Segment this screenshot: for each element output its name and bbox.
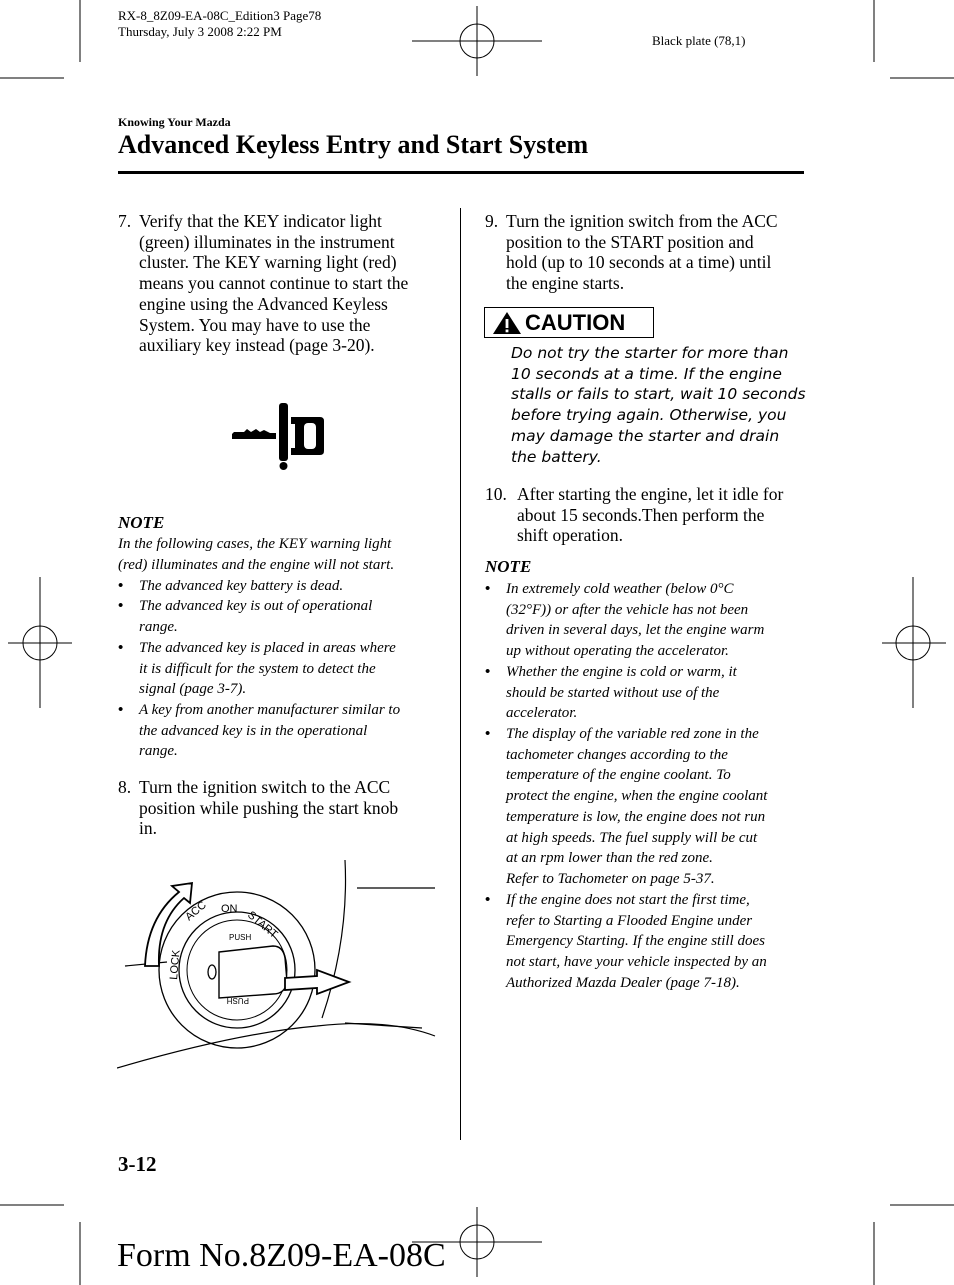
note-heading-right: NOTE	[485, 557, 532, 576]
step-text-line: shift operation.	[517, 525, 623, 546]
bullet-line: range.	[139, 618, 178, 635]
bullet-line: range.	[139, 743, 178, 760]
bullet-line: If the engine does not start the first time,	[506, 892, 750, 908]
switch-label-acc: ACC	[183, 899, 209, 924]
switch-label-push-top: PUSH	[229, 933, 252, 942]
note-bullet	[485, 724, 805, 891]
note-bullet	[118, 700, 438, 763]
bullet-line: at high speeds. The fuel supply will be cut	[506, 829, 758, 846]
note-intro-line: (red) illuminates and the engine will not start.	[118, 556, 395, 573]
bullet-line: temperature of the engine coolant. To	[506, 767, 731, 784]
page-number: 3-12	[118, 1152, 157, 1176]
bullet-line: The advanced key battery is dead.	[139, 578, 344, 594]
step-text-line: about 15 seconds.Then perform the	[517, 504, 765, 525]
note-heading-left: NOTE	[118, 513, 165, 532]
note-bullet	[118, 596, 438, 638]
print-info-date: Thursday, July 3 2008 2:22 PM	[118, 24, 282, 39]
note-bullet	[118, 638, 438, 701]
step-text-line: means you cannot continue to start the	[139, 273, 409, 294]
bullet-line: refer to Starting a Flooded Engine under	[506, 912, 753, 929]
caution-line: 10 seconds at a time. If the engine	[511, 364, 782, 383]
caution-line: may damage the starter and drain	[511, 426, 780, 445]
caution-line: the battery.	[511, 447, 602, 466]
switch-label-lock: LOCK	[168, 949, 183, 981]
bullet-line: signal (page 3-7).	[139, 681, 247, 698]
bullet-line: temperature is low, the engine does not run	[506, 808, 766, 825]
step-number: 7.	[118, 211, 132, 231]
bullet-dot-icon: •	[118, 640, 124, 656]
step-text-line: engine using the Advanced Keyless	[139, 293, 388, 314]
title-rule	[118, 171, 804, 174]
note-bullet	[485, 662, 805, 725]
step-text-line: Verify that the KEY indicator light	[139, 211, 382, 231]
caution-line: Do not try the starter for more than	[511, 344, 789, 362]
plate-info: Black plate (78,1)	[652, 33, 746, 48]
print-info	[118, 8, 321, 40]
bullet-dot-icon: •	[118, 598, 124, 614]
step-text-line: (green) illuminates in the instrument	[139, 231, 395, 252]
bullet-dot-icon: •	[118, 702, 124, 718]
step-text-line: position while pushing the start knob	[139, 797, 399, 818]
bullet-dot-icon: •	[485, 726, 491, 742]
bullet-line: protect the engine, when the engine coolant	[506, 788, 768, 805]
registration-mark-left	[8, 577, 72, 708]
switch-label-start: START	[245, 909, 280, 941]
step-text-line: auxiliary key instead (page 3-20).	[139, 335, 375, 356]
bullet-line: it is difficult for the system to detect the	[139, 660, 376, 677]
bullet-line: Authorized Mazda Dealer (page 7-18).	[506, 974, 740, 991]
bullet-line: Refer to Tachometer on page 5-37.	[506, 870, 715, 887]
step-number: 10.	[485, 484, 507, 504]
warning-triangle-icon	[492, 311, 522, 335]
step-10	[485, 484, 805, 548]
bullet-line: A key from another manufacturer similar to	[139, 702, 401, 718]
step-text-line: After starting the engine, let it idle for	[517, 484, 784, 504]
caution-line: stalls or fails to start, wait 10 seconds	[511, 385, 806, 404]
note-intro-line: In the following cases, the KEY warning light	[118, 536, 392, 552]
step-number: 8.	[118, 777, 132, 797]
bullet-line: The advanced key is out of operational	[139, 598, 373, 614]
bullet-dot-icon: •	[485, 892, 491, 908]
step-text-line: Turn the ignition switch to the ACC	[139, 777, 391, 797]
bullet-line: The advanced key is placed in areas where	[139, 640, 396, 656]
key-indicator-icon	[230, 400, 330, 475]
bullet-line: should be started without use of the	[506, 684, 720, 701]
bullet-line: accelerator.	[506, 705, 578, 722]
note-bullet	[485, 890, 805, 995]
note-bullet	[485, 579, 805, 663]
page-title: Advanced Keyless Entry and Start System	[118, 130, 589, 159]
bullet-line: (32°F)) or after the vehicle has not been	[506, 601, 749, 618]
caution-line: before trying again. Otherwise, you	[511, 406, 787, 425]
registration-mark-top	[412, 6, 542, 76]
step-text-line: System. You may have to use the	[139, 314, 371, 335]
switch-label-push-bottom: PUSH	[226, 996, 249, 1005]
caution-label: CAUTION	[525, 310, 626, 335]
bullet-line: Emergency Starting. If the engine still does	[506, 933, 765, 950]
section-label: Knowing Your Mazda	[118, 115, 231, 129]
step-9	[485, 211, 805, 297]
bullet-line: Whether the engine is cold or warm, it	[506, 664, 737, 680]
caution-text	[511, 343, 806, 467]
column-divider	[460, 208, 461, 1140]
step-text-line: Turn the ignition switch from the ACC	[506, 211, 778, 231]
step-number: 9.	[485, 211, 499, 231]
registration-mark-right	[882, 577, 946, 708]
note-intro	[118, 534, 394, 575]
step-text-line: cluster. The KEY warning light (red)	[139, 252, 397, 273]
step-8	[118, 777, 438, 841]
bullet-line: In extremely cold weather (below 0°C	[506, 581, 734, 597]
step-7	[118, 211, 438, 361]
bullet-line: at an rpm lower than the red zone.	[506, 850, 713, 867]
bullet-dot-icon: •	[485, 581, 491, 597]
ignition-switch-illustration	[117, 858, 437, 1073]
step-text-line: position to the START position and	[506, 231, 754, 252]
bullet-line: up without operating the accelerator.	[506, 643, 729, 660]
print-info-file: RX-8_8Z09-EA-08C_Edition3 Page78	[118, 8, 322, 23]
bullet-line: driven in several days, let the engine warm	[506, 622, 765, 639]
bullet-dot-icon: •	[485, 664, 491, 680]
step-text-line: in.	[139, 818, 157, 839]
bullet-line: not start, have your vehicle inspected by an	[506, 954, 767, 971]
bullet-line: tachometer changes according to the	[506, 746, 728, 763]
switch-label-on: ON	[221, 903, 238, 915]
step-text-line: the engine starts.	[506, 273, 625, 294]
step-text-line: hold (up to 10 seconds at a time) until	[506, 252, 772, 273]
form-number: Form No.8Z09-EA-08C	[117, 1237, 446, 1274]
caution-header	[484, 307, 654, 338]
note-bullet	[118, 576, 438, 597]
bullet-dot-icon: •	[118, 578, 124, 594]
bullet-line: the advanced key is in the operational	[139, 722, 368, 739]
bullet-line: The display of the variable red zone in the	[506, 726, 759, 742]
